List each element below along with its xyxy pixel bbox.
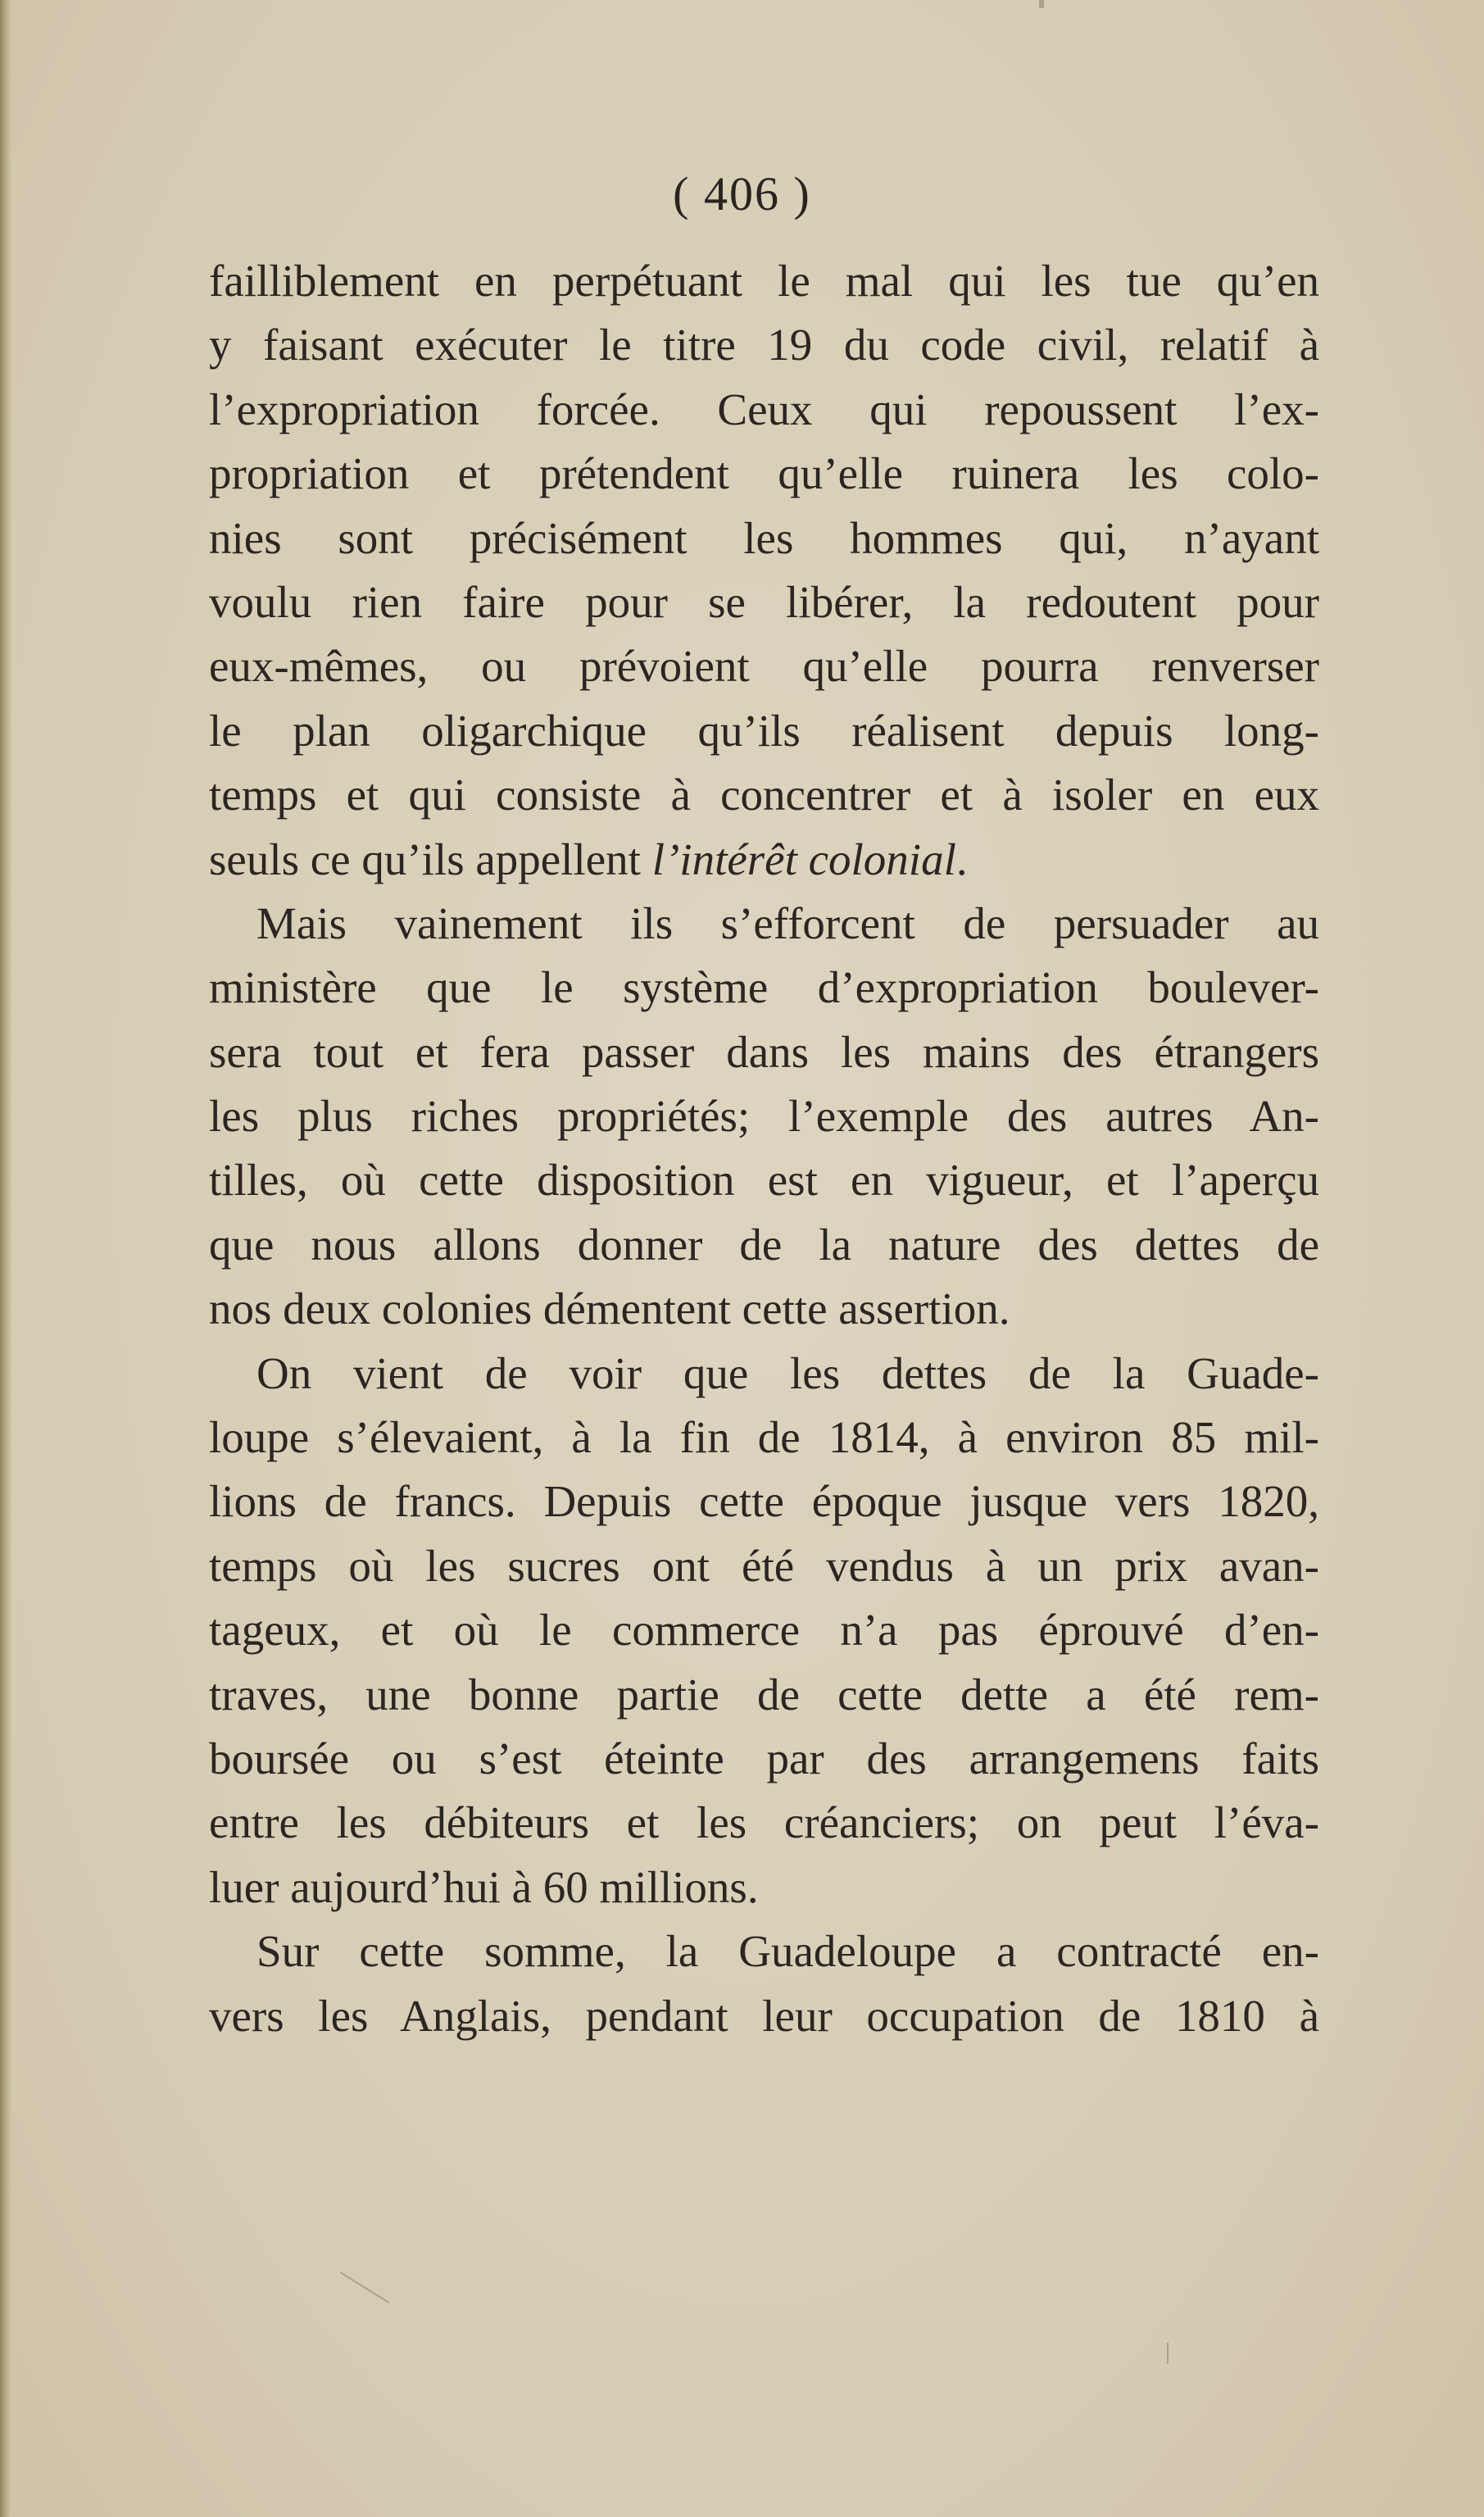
paper-mark <box>340 2272 389 2304</box>
text-line: le plan oligarchique qu’ils réalisent depuis long- <box>209 705 1319 756</box>
text-line: temps et qui consiste à concentrer et à isoler en eux <box>209 770 1319 820</box>
text-line: lions de francs. Depuis cette époque jusque vers 1820, <box>209 1476 1319 1527</box>
paragraph-2 <box>209 892 1319 1342</box>
text-line: On vient de voir que les dettes de la Guade- <box>256 1347 1319 1398</box>
text-line: tageux, et où le commerce n’a pas éprouvé d’en- <box>209 1605 1319 1656</box>
text-segment: . <box>955 834 968 884</box>
paragraph-1 <box>209 249 1319 892</box>
text-line: l’expropriation forcée. Ceux qui repoussent l’ex- <box>209 384 1319 434</box>
italic-phrase: l’intérêt colonial <box>651 834 956 884</box>
body-text <box>209 249 1319 2048</box>
text-line: nos deux colonies démentent cette assertion. <box>209 1283 1010 1334</box>
text-line: y faisant exécuter le titre 19 du code civil, relatif à <box>209 320 1319 370</box>
text-line: voulu rien faire pour se libérer, la redoutent pour <box>209 576 1319 627</box>
text-line: failliblement en perpétuant le mal qui les tue qu’en <box>209 256 1319 306</box>
paper-mark <box>1039 0 1044 8</box>
paper-mark <box>1167 2342 1169 2364</box>
text-line: loupe s’élevaient, à la fin de 1814, à environ 85 mil- <box>209 1412 1319 1463</box>
text-line: traves, une bonne partie de cette dette a été rem- <box>209 1669 1319 1720</box>
page-number: ( 406 ) <box>673 167 811 220</box>
text-line: luer aujourd’hui à 60 millions. <box>209 1861 759 1912</box>
text-segment: seuls ce qu’ils appellent <box>209 834 652 884</box>
text-line: Mais vainement ils s’efforcent de persuader au <box>256 897 1319 948</box>
binding-edge <box>0 0 11 2517</box>
paragraph-4 <box>209 1920 1319 2048</box>
text-line: que nous allons donner de la nature des dettes de <box>209 1219 1319 1270</box>
text-line: entre les débiteurs et les créanciers; on peut l’éva- <box>209 1797 1319 1848</box>
paragraph-3 <box>209 1342 1319 1920</box>
text-line: eux-mêmes, ou prévoient qu’elle pourra renverser <box>209 641 1319 692</box>
text-line: les plus riches propriétés; l’exemple des autres An- <box>209 1091 1319 1142</box>
text-line: temps où les sucres ont été vendus à un prix avan- <box>209 1540 1319 1591</box>
text-line: Sur cette somme, la Guadeloupe a contracté en- <box>256 1926 1319 1977</box>
text-line: boursée ou s’est éteinte par des arrangemens faits <box>209 1733 1319 1783</box>
text-line: sera tout et fera passer dans les mains des étrangers <box>209 1026 1319 1077</box>
text-line: ministère que le système d’expropriation boulever- <box>209 962 1319 1013</box>
text-line <box>209 828 1319 892</box>
text-line: vers les Anglais, pendant leur occupation de 1810 à <box>209 1990 1319 2041</box>
text-line: nies sont précisément les hommes qui, n’ayant <box>209 512 1319 563</box>
text-line: tilles, où cette disposition est en vigueur, et l’aperçu <box>209 1155 1319 1206</box>
text-line: propriation et prétendent qu’elle ruinera les colo- <box>209 448 1319 499</box>
